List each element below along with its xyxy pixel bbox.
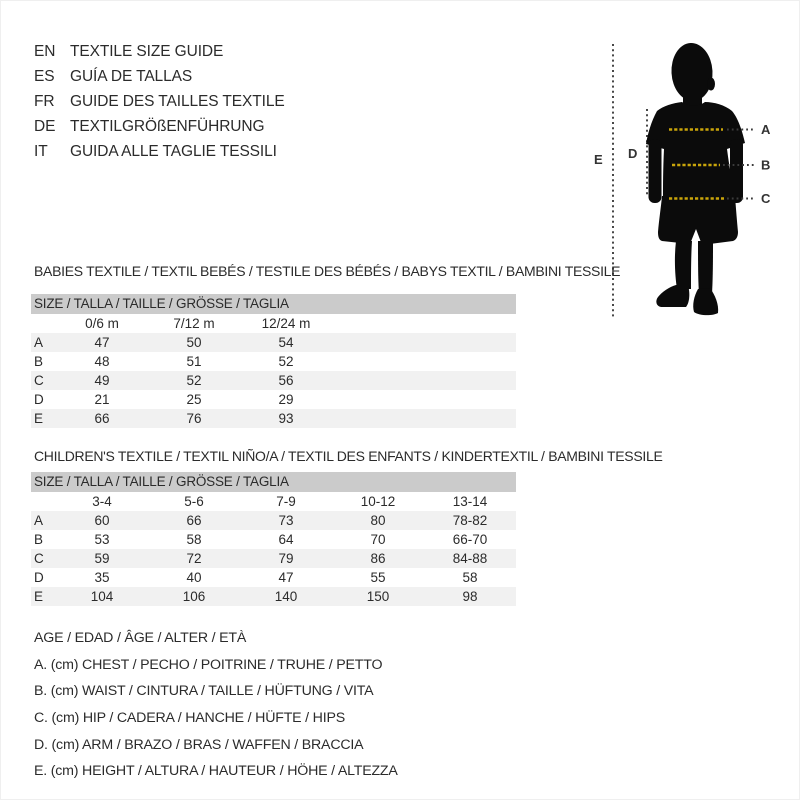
row-label: B: [34, 532, 44, 547]
left-arm: [649, 139, 662, 203]
value-cell: 70: [370, 532, 386, 547]
language-row: [34, 89, 285, 114]
value-cell: 54: [278, 335, 294, 350]
legend-line: AGE / EDAD / ÂGE / ALTER / ETÀ: [34, 630, 247, 647]
value-cell: 93: [278, 411, 294, 426]
table-row: [31, 549, 516, 568]
table-row: [31, 333, 516, 352]
value-cell: 106: [182, 589, 206, 604]
measure-label-c: C: [761, 191, 771, 206]
row-label: C: [34, 551, 44, 566]
language-row: [34, 139, 285, 164]
value-cell: 49: [94, 373, 110, 388]
value-cell: 79: [278, 551, 294, 566]
language-code: IT: [34, 142, 48, 160]
value-cell: 84-88: [452, 551, 488, 566]
value-cell: 140: [274, 589, 298, 604]
table-row: [31, 390, 516, 409]
language-row: [34, 39, 285, 64]
measure-label-e: E: [594, 152, 603, 167]
language-code: FR: [34, 92, 55, 110]
value-cell: 25: [186, 392, 202, 407]
table-row: [31, 587, 516, 606]
size-header-bar: SIZE / TALLA / TAILLE / GRÖSSE / TAGLIA: [31, 294, 516, 314]
children-size-table: [31, 472, 516, 606]
value-cell: 58: [186, 532, 202, 547]
right-arm: [730, 139, 743, 203]
value-cell: 29: [278, 392, 294, 407]
value-cell: 53: [94, 532, 110, 547]
column-header-row: [31, 492, 516, 511]
row-label: B: [34, 354, 44, 369]
row-label: E: [34, 411, 44, 426]
row-label: E: [34, 589, 44, 604]
language-row: [34, 64, 285, 89]
language-title: GUIDA ALLE TAGLIE TESSILI: [70, 142, 277, 160]
value-cell: 58: [462, 570, 478, 585]
value-cell: 51: [186, 354, 202, 369]
child-silhouette: [646, 42, 745, 315]
value-cell: 150: [366, 589, 390, 604]
babies-table-title: BABIES TEXTILE / TEXTIL BEBÉS / TESTILE DES BÉBÉS / BABYS TEXTIL / BAMBINI TESSILE: [34, 263, 621, 279]
legend-line: A. (cm) CHEST / PECHO / POITRINE / TRUHE / PETTO: [34, 656, 383, 673]
ear: [707, 78, 715, 91]
column-header: 3-4: [92, 494, 112, 509]
value-cell: 76: [186, 411, 202, 426]
row-label: A: [34, 335, 44, 350]
right-shoe: [693, 288, 718, 315]
row-label: D: [34, 392, 44, 407]
value-cell: 78-82: [452, 513, 488, 528]
measure-label-d: D: [628, 146, 638, 161]
column-header: 0/6 m: [85, 316, 119, 331]
measure-label-a: A: [761, 122, 771, 137]
column-header: 7/12 m: [173, 316, 215, 331]
language-title: GUÍA DE TALLAS: [70, 67, 193, 85]
value-cell: 66: [94, 411, 110, 426]
legend-line: C. (cm) HIP / CADERA / HANCHE / HÜFTE / HIPS: [34, 710, 345, 727]
table-row: [31, 409, 516, 428]
value-cell: 48: [94, 354, 110, 369]
value-cell: 86: [370, 551, 386, 566]
language-list: [34, 39, 285, 164]
language-title: GUIDE DES TAILLES TEXTILE: [70, 92, 285, 110]
value-cell: 72: [186, 551, 202, 566]
left-leg: [675, 241, 692, 289]
value-cell: 50: [186, 335, 202, 350]
value-cell: 47: [278, 570, 294, 585]
column-header: 7-9: [276, 494, 296, 509]
row-label: C: [34, 373, 44, 388]
legend-line: B. (cm) WAIST / CINTURA / TAILLE / HÜFTUNG / VITA: [34, 683, 374, 700]
value-cell: 59: [94, 551, 110, 566]
left-shoe: [656, 285, 689, 307]
value-cell: 52: [186, 373, 202, 388]
measurement-legend: [34, 625, 398, 785]
value-cell: 52: [278, 354, 294, 369]
table-row: [31, 568, 516, 587]
shorts: [658, 196, 738, 245]
value-cell: 56: [278, 373, 294, 388]
arm-measure-line-d: [628, 109, 647, 196]
column-header: 13-14: [452, 494, 488, 509]
value-cell: 64: [278, 532, 294, 547]
value-cell: 40: [186, 570, 202, 585]
legend-line: D. (cm) ARM / BRAZO / BRAS / WAFFEN / BRACCIA: [34, 736, 364, 753]
column-header: 5-6: [184, 494, 204, 509]
value-cell: 55: [370, 570, 386, 585]
table-row: [31, 530, 516, 549]
column-header-row: [31, 314, 516, 333]
row-label: A: [34, 513, 44, 528]
value-cell: 35: [94, 570, 110, 585]
language-code: ES: [34, 67, 55, 85]
column-header: 10-12: [360, 494, 396, 509]
size-header-bar: SIZE / TALLA / TAILLE / GRÖSSE / TAGLIA: [31, 472, 516, 492]
language-row: [34, 114, 285, 139]
children-table-title: CHILDREN'S TEXTILE / TEXTIL NIÑO/A / TEXTIL DES ENFANTS / KINDERTEXTIL / BAMBINI TESSILE: [34, 448, 663, 464]
value-cell: 66: [186, 513, 202, 528]
right-leg: [698, 241, 713, 294]
value-cell: 98: [462, 589, 478, 604]
table-row: [31, 352, 516, 371]
legend-line: E. (cm) HEIGHT / ALTURA / HAUTEUR / HÖHE / ALTEZZA: [34, 763, 398, 780]
column-header: 12/24 m: [261, 316, 311, 331]
value-cell: 47: [94, 335, 110, 350]
measure-label-b: B: [761, 157, 771, 173]
value-cell: 80: [370, 513, 386, 528]
neck: [683, 88, 702, 106]
value-cell: 73: [278, 513, 294, 528]
value-cell: 60: [94, 513, 110, 528]
child-silhouette-figure: [586, 36, 791, 326]
babies-size-table: [31, 294, 516, 428]
table-row: [31, 371, 516, 390]
value-cell: 21: [94, 392, 110, 407]
table-row: [31, 511, 516, 530]
language-code: DE: [34, 117, 56, 135]
language-code: EN: [34, 42, 56, 60]
row-label: D: [34, 570, 44, 585]
language-title: TEXTILE SIZE GUIDE: [70, 42, 224, 60]
value-cell: 66-70: [452, 532, 488, 547]
value-cell: 104: [90, 589, 114, 604]
language-title: TEXTILGRÖßENFÜHRUNG: [70, 117, 265, 135]
